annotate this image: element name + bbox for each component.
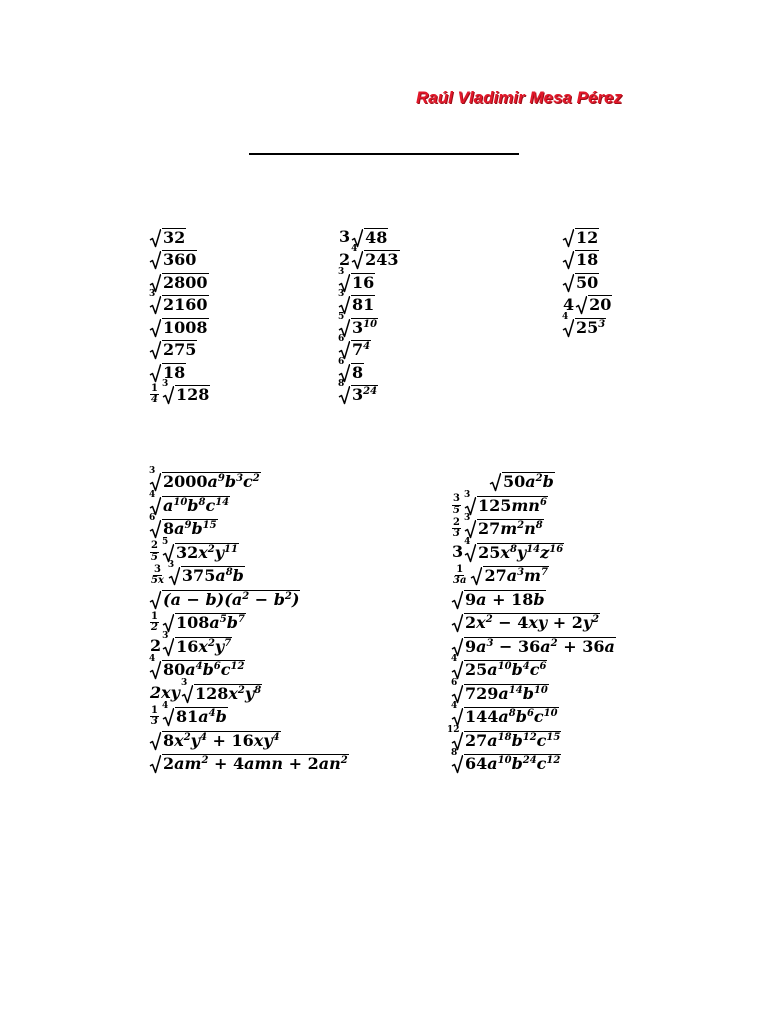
root-index: 6	[338, 334, 345, 345]
radical-expression	[149, 466, 349, 494]
radical-sign-icon	[161, 379, 174, 404]
root-index: 4	[351, 244, 358, 255]
radical-sign-icon	[180, 677, 193, 703]
coefficient: 3	[452, 542, 464, 562]
fraction-coefficient: $\frac{1}{2}$	[151, 610, 158, 634]
radical-expression	[150, 630, 349, 659]
radical-sign-icon	[150, 732, 161, 750]
radical-sign-icon	[563, 229, 574, 247]
radical-sign-icon	[338, 379, 350, 404]
radicand: $25x^8y^{14}z^{16}$	[478, 542, 564, 562]
radical-expression	[150, 729, 349, 753]
radicand: $3^{10}$	[352, 317, 378, 337]
radicand: $80a^4b^6c^{12}$	[163, 660, 245, 680]
radical-expression	[338, 379, 400, 407]
radicand: $25a^{10}b^4c^6$	[465, 660, 547, 680]
radical-sign-icon	[150, 591, 161, 609]
radicand: $81a^4b$	[175, 707, 227, 727]
radicand: 2800	[163, 272, 208, 292]
radical-sign-icon	[452, 638, 463, 656]
radicand: $144a^8b^6c^{10}$	[465, 707, 558, 727]
root-index: 3	[180, 677, 188, 688]
root-index: 6	[149, 513, 156, 524]
radicand: 32	[163, 227, 186, 247]
coefficient: 2xy	[150, 683, 180, 703]
radical-sign-icon	[149, 513, 161, 538]
radical-expression	[452, 588, 616, 612]
radical-sign-icon	[149, 654, 161, 679]
radical-sign-icon	[490, 473, 501, 491]
radicand: $2x^2 - 4xy + 2y^2$	[465, 613, 600, 633]
radical-expression	[338, 356, 400, 384]
radical-sign-icon	[150, 755, 161, 773]
radicand: $7^4$	[352, 340, 371, 360]
root-index: 3	[149, 289, 156, 300]
radical-sign-icon	[451, 701, 463, 726]
radical-expression	[338, 266, 400, 294]
fraction-coefficient: $\frac{2}{5}$	[151, 540, 158, 563]
radicand: $27a^{18}b^{12}c^{15}$	[465, 730, 561, 750]
radical-expression	[150, 560, 349, 588]
radical-expression	[338, 289, 400, 317]
radical-expression	[150, 271, 210, 294]
radicand: 18	[576, 250, 599, 270]
radical-expression	[150, 536, 349, 565]
radicand: $125mn^6$	[477, 495, 547, 515]
radical-expression	[447, 724, 616, 753]
radical-expression	[563, 249, 612, 272]
radical-expression	[563, 294, 612, 317]
title-underline	[249, 153, 519, 155]
radical-sign-icon	[463, 513, 476, 538]
fraction-coefficient: $\frac{1}{4}$	[151, 382, 158, 406]
radical-expression	[338, 311, 400, 339]
set2-column-1	[149, 466, 349, 776]
fraction-coefficient: $\frac{3}{5x}$	[151, 563, 164, 587]
radicand: $9a^3 - 36a^2 + 36a$	[465, 636, 615, 656]
root-index: 5	[161, 536, 169, 547]
radicand: 9a + 18b	[465, 589, 545, 609]
radicand: 2160	[163, 295, 208, 315]
radical-expression	[338, 334, 400, 362]
radical-sign-icon	[562, 311, 574, 337]
radical-sign-icon	[471, 567, 482, 585]
radical-sign-icon	[451, 748, 463, 773]
radicand: 18	[163, 362, 186, 382]
root-index: 4	[451, 654, 458, 665]
radicand: $729a^{14}b^{10}$	[465, 683, 548, 703]
radical-sign-icon	[447, 724, 463, 750]
radical-expression	[150, 677, 349, 706]
root-index: 6	[338, 356, 345, 367]
radical-sign-icon	[149, 489, 161, 515]
radicand: $64a^{10}b^{24}c^{12}$	[465, 754, 561, 774]
radicand: $27m^2n^8$	[477, 519, 543, 539]
radicand: $(a - b)(a^2 - b^2)$	[163, 589, 300, 609]
radical-expression	[150, 752, 349, 776]
radicand: 360	[163, 250, 197, 270]
radical-sign-icon	[167, 560, 180, 585]
radical-expression	[563, 226, 612, 249]
root-index: 5	[338, 311, 345, 322]
root-index: 4	[149, 654, 156, 665]
radical-expression	[150, 588, 349, 612]
root-index: 4	[562, 311, 569, 322]
root-index: 3	[338, 289, 345, 300]
radical-expression	[452, 536, 616, 565]
radicand: $32x^2y^{11}$	[175, 542, 238, 562]
radical-expression	[452, 564, 616, 588]
root-index: 4	[451, 701, 458, 712]
radical-expression	[452, 489, 616, 518]
radical-sign-icon	[161, 536, 174, 562]
radical-sign-icon	[463, 489, 476, 515]
set1-column-2	[339, 226, 400, 406]
radical-expression	[339, 226, 400, 249]
radical-sign-icon	[451, 654, 463, 679]
radical-expression	[150, 379, 210, 407]
radical-expression	[452, 611, 616, 635]
radical-expression	[149, 513, 349, 541]
fraction-coefficient: $\frac{1}{3a}$	[453, 563, 467, 587]
radicand: 50	[576, 272, 599, 292]
radicand: $128x^2y^8$	[194, 683, 262, 703]
radical-sign-icon	[563, 251, 574, 269]
author-name: Raúl Vladimir Mesa Pérez	[416, 88, 622, 107]
radical-expression	[451, 654, 616, 682]
set2-column-2	[447, 470, 616, 776]
radicand: $8x^2y^4 + 16xy^4$	[163, 730, 280, 750]
radical-sign-icon	[464, 536, 476, 562]
radicand: $3^{24}$	[352, 385, 378, 405]
coefficient: 2	[339, 249, 351, 269]
root-index: 6	[451, 677, 458, 688]
root-index: 3	[463, 489, 471, 500]
root-index: 4	[149, 489, 156, 500]
radical-sign-icon	[163, 614, 174, 632]
radical-expression	[563, 271, 612, 294]
radical-expression	[150, 249, 210, 272]
radical-sign-icon	[150, 251, 161, 269]
radicand: $2000a^9b^3c^2$	[163, 472, 260, 492]
radical-expression	[149, 489, 349, 518]
radicand: $2am^2 + 4amn + 2an^2$	[163, 754, 348, 774]
radicand: 16	[352, 272, 375, 292]
radical-sign-icon	[452, 591, 463, 609]
radical-sign-icon	[161, 701, 174, 726]
radical-expression	[150, 226, 210, 249]
radical-expression	[150, 611, 349, 635]
root-index: 8	[451, 748, 458, 759]
coefficient: 4	[563, 294, 575, 314]
radicand: $8a^9b^{15}$	[163, 519, 217, 539]
radical-sign-icon	[150, 229, 161, 247]
radicand: 243	[365, 250, 399, 270]
radical-expression	[150, 701, 349, 729]
root-index: 3	[162, 630, 169, 641]
radicand: 81	[352, 295, 375, 315]
radical-sign-icon	[451, 677, 463, 703]
radicand: 1008	[163, 317, 208, 337]
radicand: $a^{10}b^8c^{14}$	[163, 495, 230, 515]
root-index: 3	[149, 466, 156, 477]
radical-expression	[451, 748, 616, 776]
radical-expression	[451, 701, 616, 729]
radical-sign-icon	[149, 466, 161, 491]
root-index: 4	[464, 536, 471, 547]
root-index: 3	[463, 513, 471, 524]
radicand: 275	[163, 340, 197, 360]
radical-expression	[150, 339, 210, 362]
radicand: $27a^3m^7$	[484, 566, 548, 586]
radical-sign-icon	[351, 244, 363, 269]
radical-expression	[562, 311, 612, 339]
radical-sign-icon	[162, 630, 174, 656]
radical-expression	[452, 635, 616, 659]
radical-expression	[150, 316, 210, 339]
root-index: 3	[161, 379, 169, 390]
radical-expression	[339, 244, 400, 272]
radical-sign-icon	[150, 364, 161, 382]
fraction-coefficient: $\frac{1}{3}$	[151, 704, 158, 728]
radicand: $375a^8b$	[181, 566, 244, 586]
radical-expression	[452, 470, 616, 494]
radical-sign-icon	[576, 296, 587, 314]
radicand: 128	[175, 385, 210, 405]
radical-expression	[149, 654, 349, 682]
root-index: 12	[447, 724, 460, 735]
radicand: 8	[352, 362, 364, 382]
root-index: 8	[338, 379, 345, 390]
root-index: 4	[161, 701, 169, 712]
radicand: $108a^5b^7$	[175, 613, 245, 633]
fraction-coefficient: $\frac{2}{3}$	[453, 516, 460, 540]
coefficient: 3	[339, 227, 351, 247]
root-index: 3	[167, 560, 175, 571]
radicand: $16x^2y^7$	[176, 636, 232, 656]
coefficient: 2	[150, 636, 162, 656]
radical-sign-icon	[149, 289, 161, 314]
set1-column-3	[563, 226, 612, 339]
radical-sign-icon	[452, 614, 463, 632]
radical-expression	[149, 289, 210, 317]
radical-sign-icon	[150, 341, 161, 359]
radical-expression	[451, 677, 616, 706]
set1-column-1	[150, 226, 210, 406]
radicand: $50a^2b$	[503, 472, 554, 492]
radical-sign-icon	[563, 274, 574, 292]
radicand: 48	[365, 227, 388, 247]
root-index: 3	[338, 266, 345, 277]
radicand: $25^3$	[576, 317, 606, 337]
fraction-coefficient: $\frac{3}{5}$	[453, 493, 460, 516]
radical-expression	[452, 513, 616, 541]
radical-sign-icon	[150, 319, 161, 337]
radicand: 12	[576, 227, 599, 247]
radicand: 20	[589, 295, 612, 315]
radical-expression	[150, 361, 210, 384]
